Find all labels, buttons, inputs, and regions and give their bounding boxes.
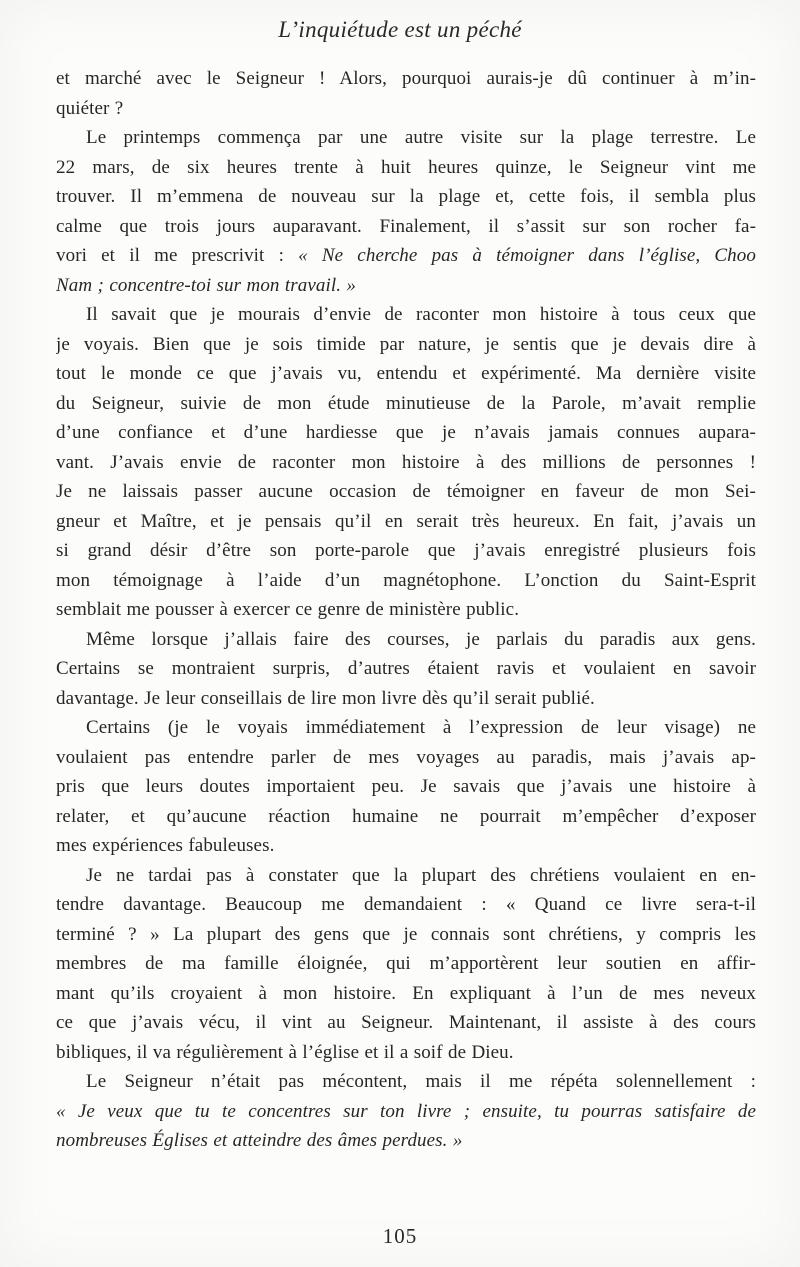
text-segment: tendre davantage. Beaucoup me demandaient : « Quand ce livre sera-t-il [56,894,756,915]
italic-text-segment: « Je veux que tu te concentres sur ton livre ; ensuite, tu pourras satisfaire de [56,1100,756,1122]
text-segment: relater, et qu’aucune réaction humaine ne pourrait m’empêcher d’exposer [56,805,756,827]
text-segment: Il savait que je mourais d’envie de raconter mon histoire à tous ceux que [86,304,756,325]
text-segment: 22 mars, de six heures trente à huit heures quinze, le Seigneur vint me [56,156,756,178]
text-line [56,389,756,419]
text-line [56,123,756,153]
text-segment: du Seigneur, suivie de mon étude minutieuse de la Parole, m’avait remplie [56,392,756,414]
text-line [56,241,756,271]
text-line [56,743,756,773]
body-text [56,64,756,1156]
text-line [56,861,756,891]
text-line [56,831,756,861]
text-line [56,1008,756,1038]
text-segment: mon témoignage à l’aide d’un magnétophone. L’onction du Saint-Esprit [56,569,756,591]
text-segment: Je ne tardai pas à constater que la plupart des chrétiens voulaient en en- [86,864,756,886]
text-line [56,212,756,242]
text-line [56,684,756,714]
text-line [56,566,756,596]
text-line [56,713,756,743]
text-segment: pris que leurs doutes importaient peu. Je savais que j’avais une histoire à [56,776,756,797]
text-line [56,271,756,301]
text-line [56,625,756,655]
text-segment: trouver. Il m’emmena de nouveau sur la plage et, cette fois, il sembla plus [56,186,756,207]
text-segment: Le Seigneur n’était pas mécontent, mais il me répéta solennellement : [86,1071,756,1092]
text-segment: vant. J’avais envie de raconter mon histoire à des millions de personnes ! [56,451,756,473]
text-segment: quiéter ? [56,97,124,119]
text-line [56,1067,756,1097]
text-segment: Certains (je le voyais immédiatement à l’expression de leur visage) ne [86,717,756,738]
text-line [56,802,756,832]
text-line [56,949,756,979]
text-line [56,979,756,1009]
text-line [56,330,756,360]
text-line [56,153,756,183]
text-segment: voulaient pas entendre parler de mes voyages au paradis, mais j’avais ap- [56,746,756,768]
text-line [56,595,756,625]
text-line [56,359,756,389]
text-segment: si grand désir d’être son porte-parole que j’avais enregistré plusieurs fois [56,540,756,561]
italic-text-segment: Nam ; concentre-toi sur mon travail. » [56,274,357,296]
text-segment: davantage. Je leur conseillais de lire mon livre dès qu’il serait publié. [56,687,595,709]
text-segment: terminé ? » La plupart des gens que je connais sont chrétiens, y compris les [56,923,756,945]
text-segment: Même lorsque j’allais faire des courses, je parlais du paradis aux gens. [86,628,756,650]
italic-text-segment: nombreuses Églises et atteindre des âmes perdues. » [56,1130,463,1151]
text-segment: je voyais. Bien que je sois timide par nature, je sentis que je devais dire à [56,333,756,355]
text-segment: Le printemps commença par une autre visite sur la plage terrestre. Le [86,127,756,148]
text-line [56,1097,756,1127]
text-line [56,94,756,124]
text-segment: Certains se montraient surpris, d’autres étaient ravis et voulaient en savoir [56,658,756,679]
text-segment: tout le monde ce que j’avais vu, entendu et expérimenté. Ma dernière visite [56,363,756,384]
text-segment: membres de ma famille éloignée, qui m’apportèrent leur soutien en affir- [56,953,756,974]
text-line [56,654,756,684]
text-segment: et marché avec le Seigneur ! Alors, pourquoi aurais-je dû continuer à m’in- [56,68,756,89]
italic-text-segment: « Ne cherche pas à témoigner dans l’église, Choo [298,245,756,266]
text-segment: vori et il me prescrivit : [56,245,299,266]
text-segment: d’une confiance et d’une hardiesse que je n’avais jamais connues aupara- [56,422,756,443]
text-segment: mes expériences fabuleuses. [56,835,275,856]
text-segment: semblait me pousser à exercer ce genre de ministère public. [56,599,520,620]
text-line [56,772,756,802]
text-line [56,418,756,448]
text-line [56,182,756,212]
running-header: L’inquiétude est un péché [278,17,522,42]
text-line [56,64,756,94]
text-segment: gneur et Maître, et je pensais qu’il en serait très heureux. En fait, j’avais un [56,510,756,532]
text-segment: ce que j’avais vécu, il vint au Seigneur. Maintenant, il assiste à des cours [56,1012,756,1033]
text-segment: calme que trois jours auparavant. Finalement, il s’assit sur son rocher fa- [56,215,756,237]
text-segment: Je ne laissais passer aucune occasion de témoigner en faveur de mon Sei- [56,481,756,502]
text-segment: mant qu’ils croyaient à mon histoire. En expliquant à l’un de mes neveux [56,982,756,1004]
text-line [56,448,756,478]
text-line [56,1038,756,1068]
text-line [56,477,756,507]
text-line [56,1126,756,1156]
text-line [56,507,756,537]
text-line [56,300,756,330]
text-segment: bibliques, il va régulièrement à l’église et il a soif de Dieu. [56,1041,514,1063]
page-number: 105 [382,1224,418,1248]
text-line [56,536,756,566]
text-line [56,920,756,950]
text-line [56,890,756,920]
